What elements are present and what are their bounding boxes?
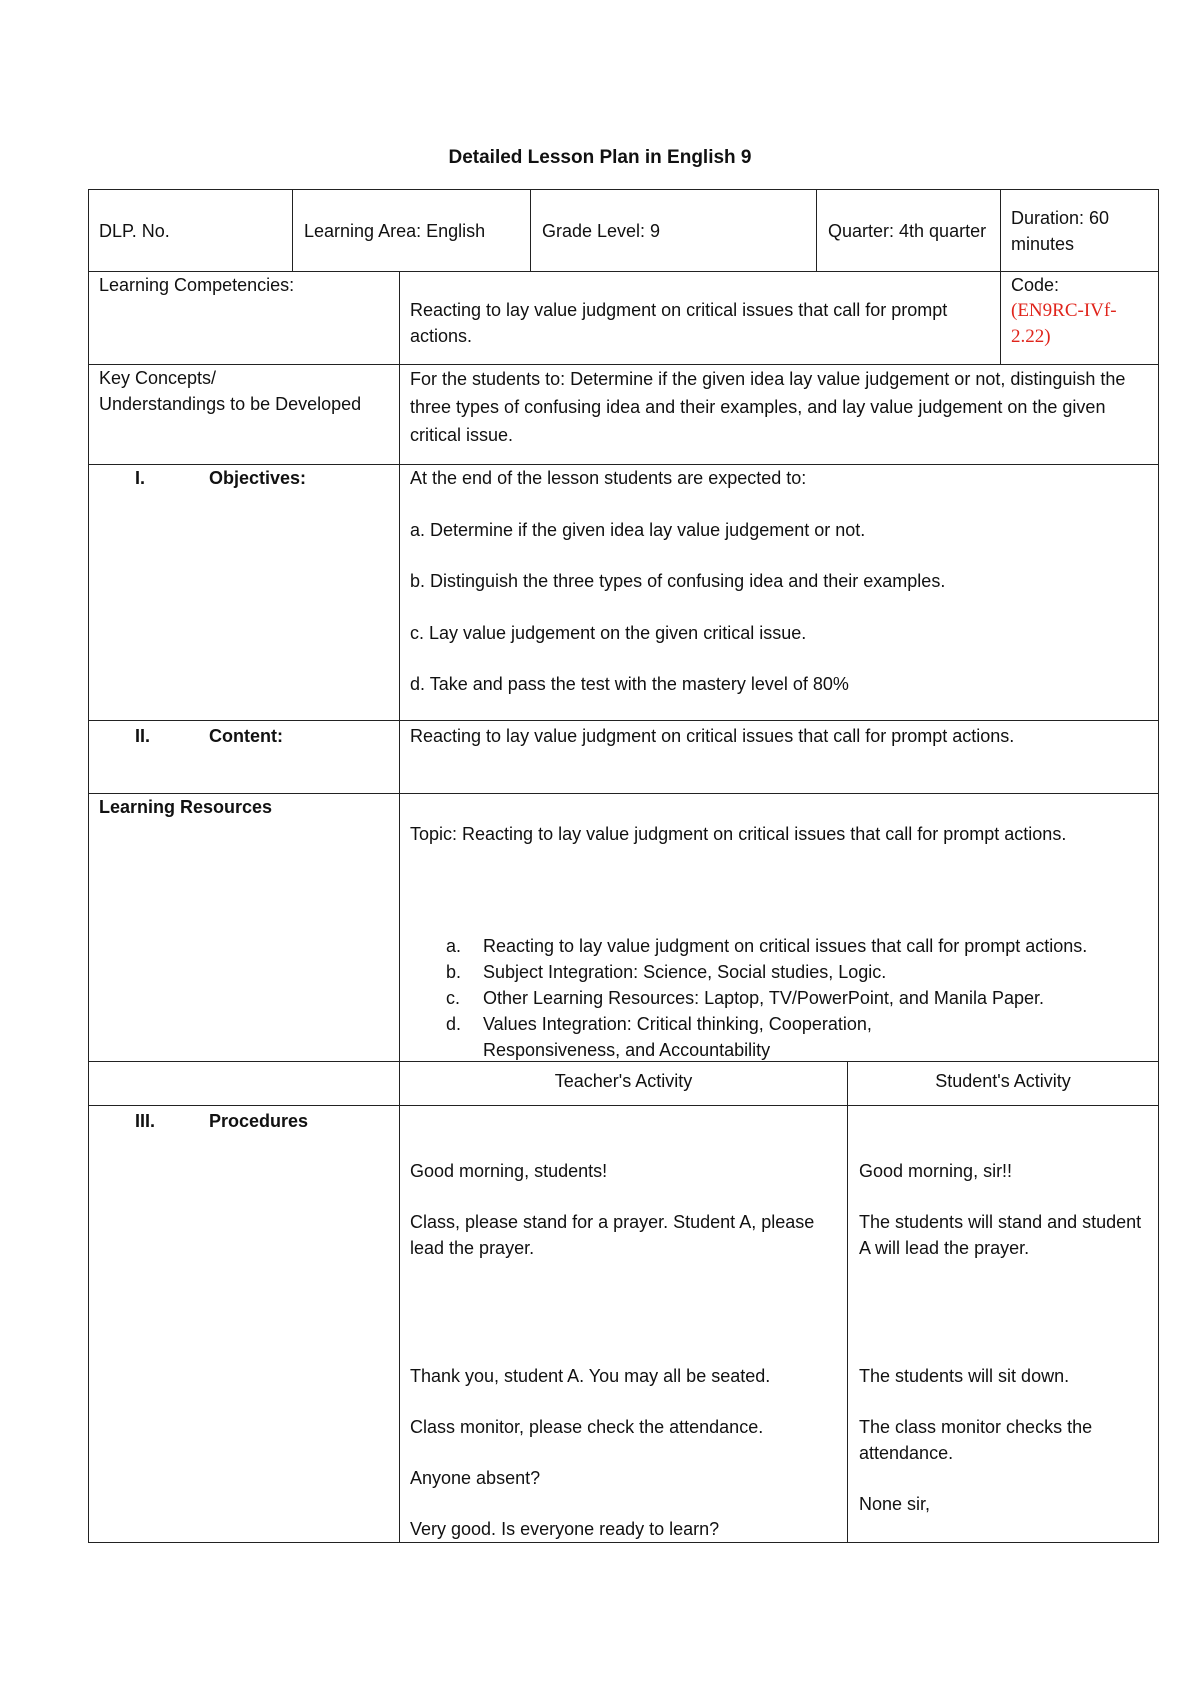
- competencies-label: Learning Competencies:: [99, 275, 295, 295]
- objective-item: d. Take and pass the test with the mastery level of 80%: [410, 674, 849, 694]
- objective-item: a. Determine if the given idea lay value judgement or not.: [410, 520, 866, 540]
- teacher-line: Thank you, student A. You may all be seated.: [410, 1366, 771, 1386]
- objectives-label: Objectives:: [209, 468, 307, 488]
- page-title: Detailed Lesson Plan in English 9: [448, 147, 752, 168]
- list-item: [410, 933, 1150, 959]
- table-border-right: [1158, 189, 1159, 1543]
- teacher-line: Good morning, students!: [410, 1161, 608, 1181]
- student-line: The students will sit down.: [859, 1366, 1070, 1386]
- student-line: The students will stand and student A will lead the prayer.: [859, 1212, 1142, 1258]
- table-border-bottom: [88, 1542, 1159, 1543]
- objectives-numeral: I.: [135, 468, 146, 488]
- procedures-label: Procedures: [209, 1111, 309, 1131]
- table-row-divider: [88, 1105, 1159, 1106]
- competencies-text: Reacting to lay value judgment on critical issues that call for prompt actions.: [410, 300, 948, 346]
- quarter-cell: Quarter: 4th quarter: [828, 221, 987, 241]
- list-item: [410, 1011, 1150, 1063]
- table-col-divider: [399, 271, 400, 1543]
- objective-item: c. Lay value judgement on the given critical issue.: [410, 623, 807, 643]
- list-item: [410, 985, 1150, 1011]
- table-col-divider: [1000, 189, 1001, 364]
- teacher-activity-header: Teacher's Activity: [554, 1071, 693, 1091]
- resources-topic: Topic: Reacting to lay value judgment on critical issues that call for prompt actions.: [410, 824, 1067, 844]
- table-col-divider: [292, 189, 293, 271]
- key-concepts-text: For the students to: Determine if the given idea lay value judgement or not, distinguish the three types of confusing idea and their examples, and lay value judgement on the given critical issue.: [410, 369, 1126, 445]
- list-item: [410, 959, 1150, 985]
- student-line: Good morning, sir!!: [859, 1161, 1013, 1181]
- list-marker: c.: [446, 988, 461, 1008]
- learning-area-cell: Learning Area: English: [304, 221, 486, 241]
- list-item-text: Reacting to lay value judgment on critical issues that call for prompt actions.: [483, 936, 1088, 956]
- student-activity-header: Student's Activity: [935, 1071, 1071, 1091]
- dlp-no-cell: DLP. No.: [99, 221, 170, 241]
- table-row-divider: [88, 720, 1159, 721]
- teacher-line: Anyone absent?: [410, 1468, 541, 1488]
- objective-item: b. Distinguish the three types of confusing idea and their examples.: [410, 571, 946, 591]
- content-label: Content:: [209, 726, 283, 746]
- list-item-text: Values Integration: Critical thinking, Cooperation, Responsiveness, and Accountability: [483, 1014, 872, 1060]
- list-marker: d.: [446, 1014, 462, 1034]
- content-numeral: II.: [135, 726, 151, 746]
- resources-label: Learning Resources: [99, 797, 273, 817]
- table-border-top: [88, 189, 1159, 190]
- table-border-left: [88, 189, 89, 1543]
- list-item-text: Other Learning Resources: Laptop, TV/PowerPoint, and Manila Paper.: [483, 988, 1044, 1008]
- teacher-line: Class monitor, please check the attendance.: [410, 1417, 764, 1437]
- table-col-divider: [530, 189, 531, 271]
- duration-cell: Duration: 60 minutes: [1011, 208, 1110, 254]
- teacher-line: Class, please stand for a prayer. Student A, please lead the prayer.: [410, 1212, 815, 1258]
- table-col-divider: [847, 1061, 848, 1543]
- procedures-numeral: III.: [135, 1111, 156, 1131]
- student-line: None sir,: [859, 1494, 931, 1514]
- resources-list: [410, 933, 1150, 1063]
- objectives-intro: At the end of the lesson students are expected to:: [410, 468, 807, 488]
- list-item-text: Subject Integration: Science, Social studies, Logic.: [483, 962, 887, 982]
- key-concepts-label-line1: Key Concepts/: [99, 368, 217, 388]
- content-text: Reacting to lay value judgment on critical issues that call for prompt actions.: [410, 726, 1015, 746]
- code-value: (EN9RC-IVf-2.22): [1011, 300, 1117, 347]
- grade-level-cell: Grade Level: 9: [542, 221, 661, 241]
- list-marker: b.: [446, 962, 462, 982]
- code-label: Code:: [1011, 275, 1060, 295]
- teacher-line: Very good. Is everyone ready to learn?: [410, 1519, 720, 1539]
- table-col-divider: [816, 189, 817, 271]
- list-marker: a.: [446, 936, 462, 956]
- student-line: The class monitor checks the attendance.: [859, 1417, 1093, 1463]
- key-concepts-label-line2: Understandings to be Developed: [99, 394, 362, 414]
